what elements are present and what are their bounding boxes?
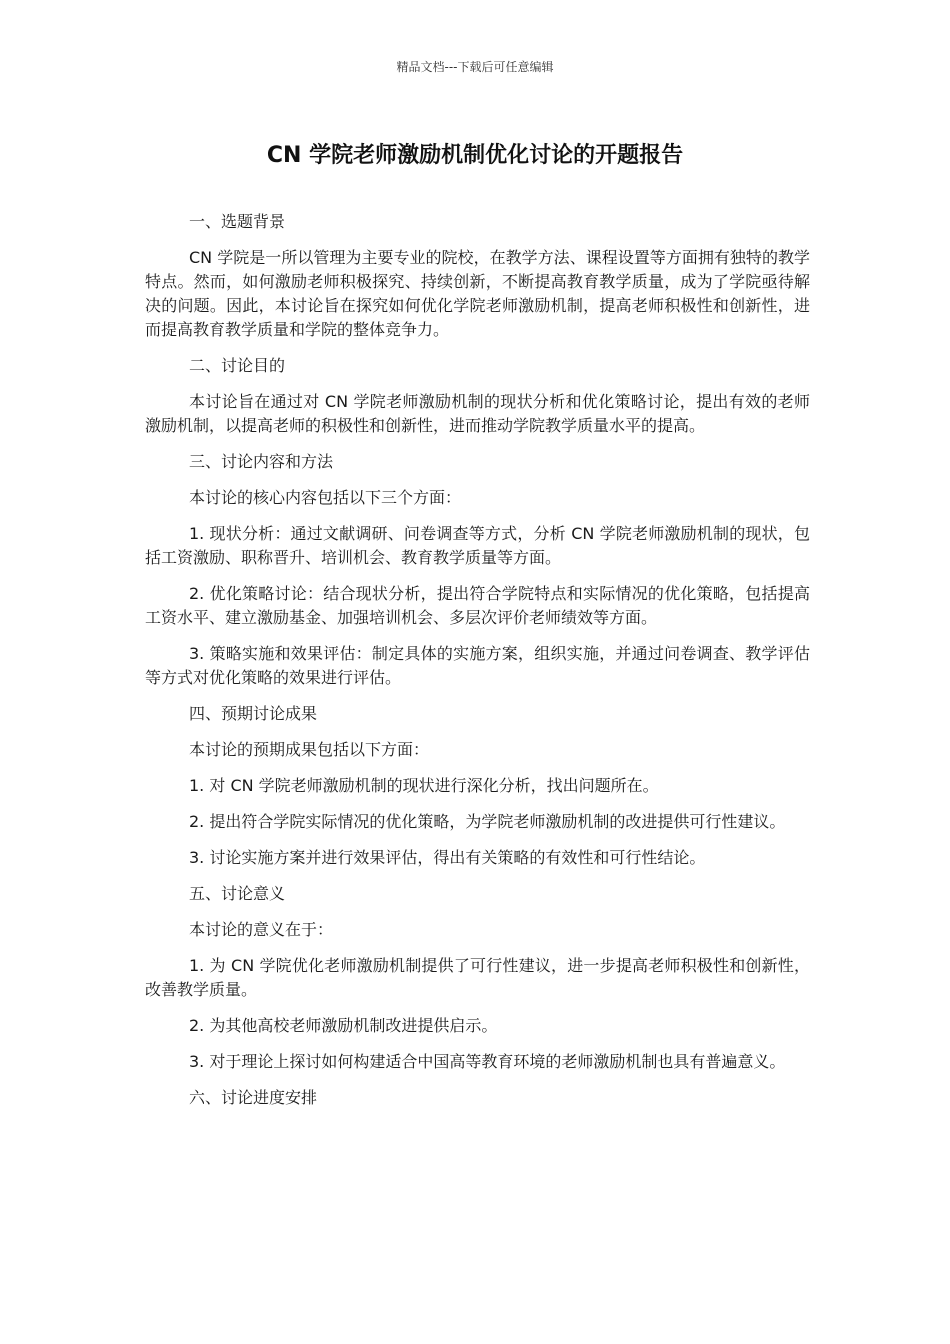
list-item: 1. 现状分析：通过文献调研、问卷调查等方式，分析 CN 学院老师激励机制的现状，包括工资激励、职称晋升、培训机会、教育教学质量等方面。 bbox=[145, 524, 810, 567]
list-item: 3. 策略实施和效果评估：制定具体的实施方案，组织实施，并通过问卷调查、教学评估等方式对优化策略的效果进行评估。 bbox=[145, 644, 810, 687]
list-item: 3. 对于理论上探讨如何构建适合中国高等教育环境的老师激励机制也具有普遍意义。 bbox=[189, 1052, 786, 1071]
paragraph: 本讨论的意义在于： bbox=[189, 920, 334, 939]
section-heading-background: 一、选题背景 bbox=[189, 212, 286, 231]
section-heading-purpose: 二、讨论目的 bbox=[189, 356, 286, 375]
list-item: 2. 提出符合学院实际情况的优化策略，为学院老师激励机制的改进提供可行性建议。 bbox=[189, 812, 786, 831]
paragraph: 本讨论的核心内容包括以下三个方面： bbox=[189, 488, 462, 507]
document-body bbox=[145, 210, 810, 1122]
paragraph: 本讨论旨在通过对 CN 学院老师激励机制的现状分析和优化策略讨论，提出有效的老师激励机制，以提高老师的积极性和创新性，进而推动学院教学质量水平的提高。 bbox=[145, 392, 810, 435]
paragraph: 本讨论的预期成果包括以下方面： bbox=[189, 740, 430, 759]
section-heading-significance: 五、讨论意义 bbox=[189, 884, 286, 903]
section-heading-schedule: 六、讨论进度安排 bbox=[189, 1088, 318, 1107]
list-item: 2. 为其他高校老师激励机制改进提供启示。 bbox=[189, 1016, 498, 1035]
list-item: 3. 讨论实施方案并进行效果评估，得出有关策略的有效性和可行性结论。 bbox=[189, 848, 706, 867]
list-item: 1. 为 CN 学院优化老师激励机制提供了可行性建议，进一步提高老师积极性和创新性，改善教学质量。 bbox=[145, 956, 810, 999]
paragraph: CN 学院是一所以管理为主要专业的院校，在教学方法、课程设置等方面拥有独特的教学特点。然而，如何激励老师积极探究、持续创新，不断提高教育教学质量，成为了学院亟待解决的问题。因此，本讨论旨在探究如何优化学院老师激励机制，提高老师积极性和创新性，进而提高教育教学质量和学院的整体竞争力。 bbox=[145, 248, 810, 339]
list-item: 1. 对 CN 学院老师激励机制的现状进行深化分析，找出问题所在。 bbox=[189, 776, 659, 795]
document-title: CN 学院老师激励机制优化讨论的开题报告 bbox=[266, 143, 684, 168]
section-heading-content-methods: 三、讨论内容和方法 bbox=[189, 452, 334, 471]
header-note: 精品文档---下载后可任意编辑 bbox=[396, 60, 554, 74]
section-heading-expected-results: 四、预期讨论成果 bbox=[189, 704, 318, 723]
list-item: 2. 优化策略讨论：结合现状分析，提出符合学院特点和实际情况的优化策略，包括提高工资水平、建立激励基金、加强培训机会、多层次评价老师绩效等方面。 bbox=[145, 584, 810, 627]
